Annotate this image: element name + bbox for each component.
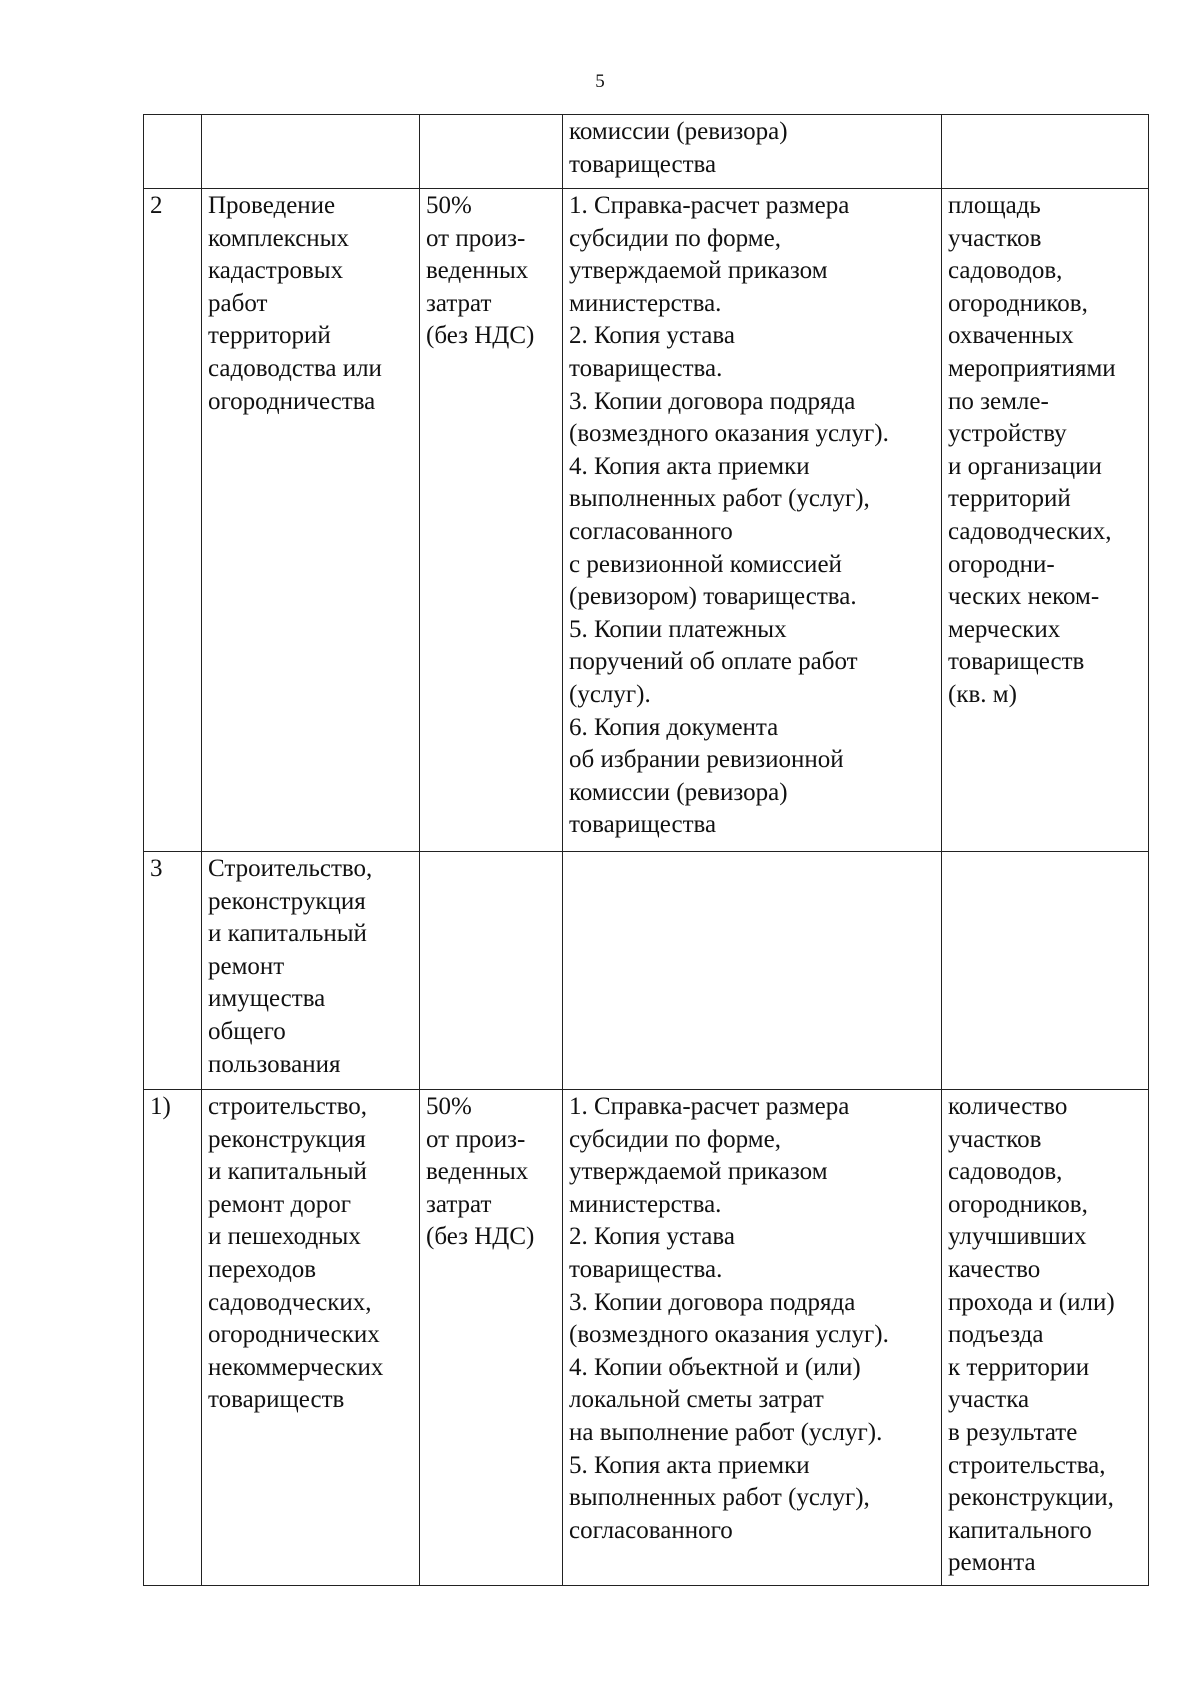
measure-name-cell: строительство, реконструкция и капитальный ремонт дорог и пешеходных переходов садоводческих, огороднических некоммерческих товариществ	[202, 1090, 420, 1586]
row-number-cell: 2	[144, 189, 202, 852]
result-indicator-cell	[942, 115, 1149, 189]
required-documents-cell: комиссии (ревизора) товарищества	[563, 115, 942, 189]
subsidy-table	[143, 114, 1149, 1586]
result-indicator-cell: площадь участков садоводов, огородников, охваченных мероприятиями по земле- устройству и организации территорий садоводческих, огородни- ческих неком- мерческих товариществ (кв. м)	[942, 189, 1149, 852]
row-number-cell: 3	[144, 852, 202, 1090]
row-number-cell: 1)	[144, 1090, 202, 1586]
subsidy-rate-cell: 50% от произ- веденных затрат (без НДС)	[420, 189, 563, 852]
result-indicator-cell: количество участков садоводов, огородников, улучшивших качество прохода и (или) подъезда к территории участка в результате строительства, реконструкции, капитального ремонта	[942, 1090, 1149, 1586]
table-row	[144, 189, 1149, 852]
subsidy-rate-cell	[420, 852, 563, 1090]
measure-name-cell: Проведение комплексных кадастровых работ территорий садоводства или огородничества	[202, 189, 420, 852]
subsidy-rate-cell	[420, 115, 563, 189]
subsidy-rate-cell: 50% от произ- веденных затрат (без НДС)	[420, 1090, 563, 1586]
required-documents-cell	[563, 852, 942, 1090]
required-documents-cell: 1. Справка-расчет размера субсидии по форме, утверждаемой приказом министерства. 2. Копия устава товарищества. 3. Копии договора подряда (возмездного оказания услуг). 4. Копия акта приемки выполненных работ (услуг), согласованного с ревизионной комиссией (ревизором) товарищества. 5. Копии платежных поручений об оплате работ (услуг). 6. Копия документа об избрании ревизионной комиссии (ревизора) товарищества	[563, 189, 942, 852]
result-indicator-cell	[942, 852, 1149, 1090]
measure-name-cell: Строительство, реконструкция и капитальный ремонт имущества общего пользования	[202, 852, 420, 1090]
page-number: 5	[595, 71, 605, 92]
required-documents-cell: 1. Справка-расчет размера субсидии по форме, утверждаемой приказом министерства. 2. Копия устава товарищества. 3. Копии договора подряда (возмездного оказания услуг). 4. Копии объектной и (или) локальной сметы затрат на выполнение работ (услуг). 5. Копия акта приемки выполненных работ (услуг), согласованного	[563, 1090, 942, 1586]
table-row	[144, 1090, 1149, 1586]
table-row	[144, 115, 1149, 189]
table-row	[144, 852, 1149, 1090]
measure-name-cell	[202, 115, 420, 189]
row-number-cell	[144, 115, 202, 189]
